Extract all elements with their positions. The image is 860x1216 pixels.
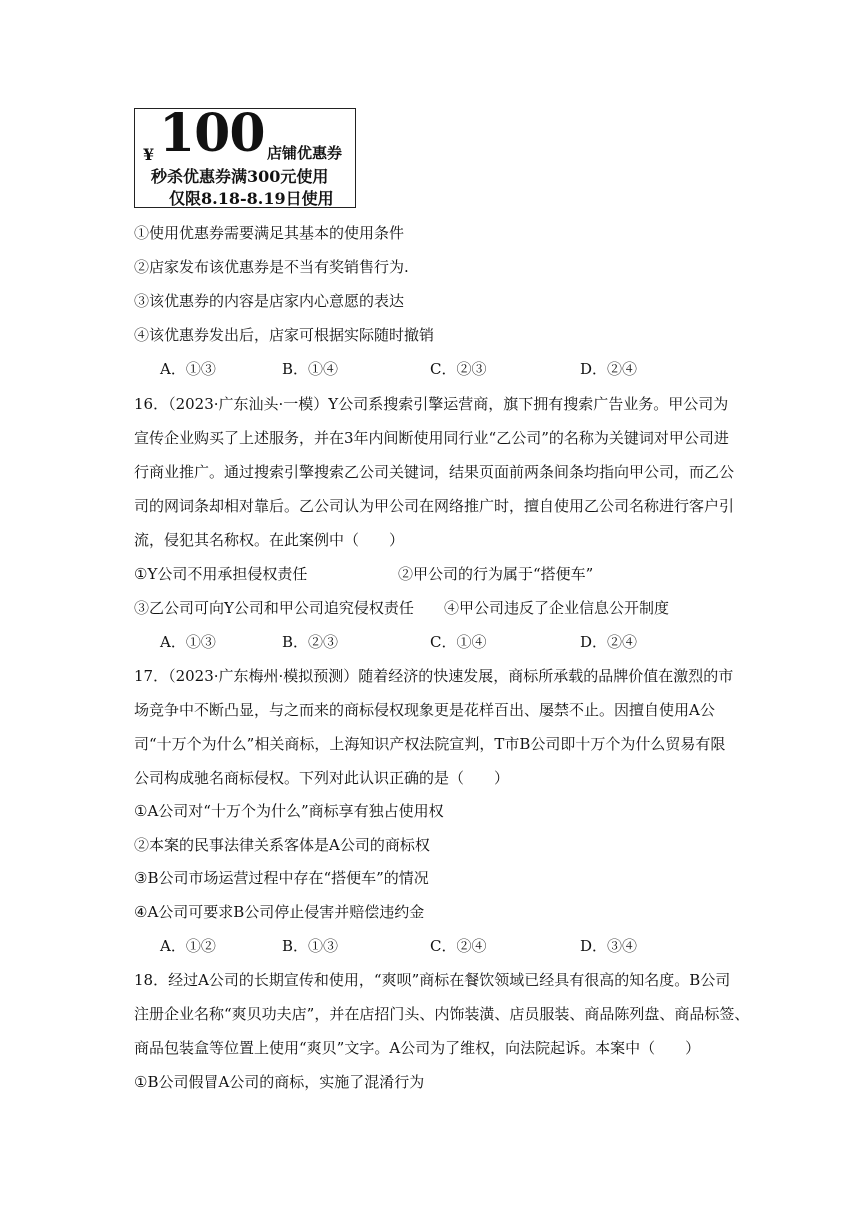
coupon-validity: 仅限8.18-8.19日使用 — [169, 189, 334, 208]
q16-stem-4: 司的网词条却相对靠后。乙公司认为甲公司在网络推广时，擅自使用乙公司名称进行客户引 — [134, 497, 735, 515]
q17-option-a: A．①② — [160, 937, 216, 955]
q16-stem-5: 流，侵犯其名称权。在此案例中（ ） — [134, 531, 405, 549]
q17-option-b: B．①③ — [282, 937, 339, 955]
q16-statement-3: ③乙公司可向Y公司和甲公司追究侵权责任 — [134, 599, 414, 617]
q17-statement-3: ③B公司市场运营过程中存在“搭便车”的情况 — [134, 869, 429, 887]
q16-option-a: A．①③ — [160, 633, 216, 651]
q17-statement-1: ①A公司对“十万个为什么”商标享有独占使用权 — [134, 802, 444, 820]
q16-stem-2: 宣传企业购买了上述服务，并在3年内间断使用同行业“乙公司”的名称为关键词对甲公司进 — [134, 429, 729, 447]
q15-option-d: D．②④ — [580, 360, 638, 378]
q17-option-d: D．③④ — [580, 937, 638, 955]
q17-stem-4: 公司构成驰名商标侵权。下列对此认识正确的是（ ） — [134, 769, 510, 787]
coupon-amount: 100 — [159, 103, 265, 164]
q17-statement-2: ②本案的民事法律关系客体是A公司的商标权 — [134, 836, 430, 854]
q16-option-d: D．②④ — [580, 633, 638, 651]
q18-statement-1: ①B公司假冒A公司的商标，实施了混淆行为 — [134, 1073, 425, 1091]
q16-stem-1: 16．（2023·广东汕头·一模）Y公司系搜索引擎运营商，旗下拥有搜索广告业务。甲公司为 — [134, 395, 729, 413]
q16-stem-3: 行商业推广。通过搜索引擎搜索乙公司关键词，结果页面前两条间条均指向甲公司，而乙公 — [134, 463, 735, 481]
q16-statement-4: ④甲公司违反了企业信息公开制度 — [444, 599, 670, 617]
q17-stem-1: 17．（2023·广东梅州·模拟预测）随着经济的快速发展，商标所承载的品牌价值在激烈的市 — [134, 667, 734, 685]
coupon-label: 店铺优惠券 — [267, 144, 343, 162]
q17-statement-4: ④A公司可要求B公司停止侵害并赔偿违约金 — [134, 903, 425, 921]
coupon-condition: 秒杀优惠券满300元使用 — [151, 167, 329, 186]
q16-option-c: C．①④ — [430, 633, 487, 651]
q18-stem-3: 商品包装盒等位置上使用“爽贝”文字。A公司为了维权，向法院起诉。本案中（ ） — [134, 1039, 701, 1057]
q16-statement-2: ②甲公司的行为属于“搭便车” — [398, 565, 594, 583]
q17-stem-3: 司“十万个为什么”相关商标，上海知识产权法院宣判，T市B公司即十万个为什么贸易有限 — [134, 735, 726, 753]
q15-option-b: B．①④ — [282, 360, 339, 378]
q15-statement-2: ②店家发布该优惠券是不当有奖销售行为. — [134, 258, 409, 276]
q15-option-a: A．①③ — [160, 360, 216, 378]
coupon-yen: ¥ — [143, 145, 155, 164]
q15-statement-4: ④该优惠券发出后，店家可根据实际随时撤销 — [134, 326, 435, 344]
q16-statement-1: ①Y公司不用承担侵权责任 — [134, 565, 308, 583]
q15-statement-1: ①使用优惠券需要满足其基本的使用条件 — [134, 224, 405, 242]
q15-statement-3: ③该优惠券的内容是店家内心意愿的表达 — [134, 292, 405, 310]
q15-option-c: C．②③ — [430, 360, 487, 378]
q18-stem-1: 18．经过A公司的长期宣传和使用，“爽呗”商标在餐饮领域已经具有很高的知名度。B公司 — [134, 971, 731, 989]
coupon-image — [134, 103, 356, 208]
q18-stem-2: 注册企业名称“爽贝功夫店”，并在店招门头、内饰装潢、店员服装、商品陈列盘、商品标签、 — [134, 1005, 750, 1023]
q16-option-b: B．②③ — [282, 633, 339, 651]
q17-option-c: C．②④ — [430, 937, 487, 955]
q17-stem-2: 场竞争中不断凸显，与之而来的商标侵权现象更是花样百出、屡禁不止。因擅自使用A公 — [134, 701, 715, 719]
